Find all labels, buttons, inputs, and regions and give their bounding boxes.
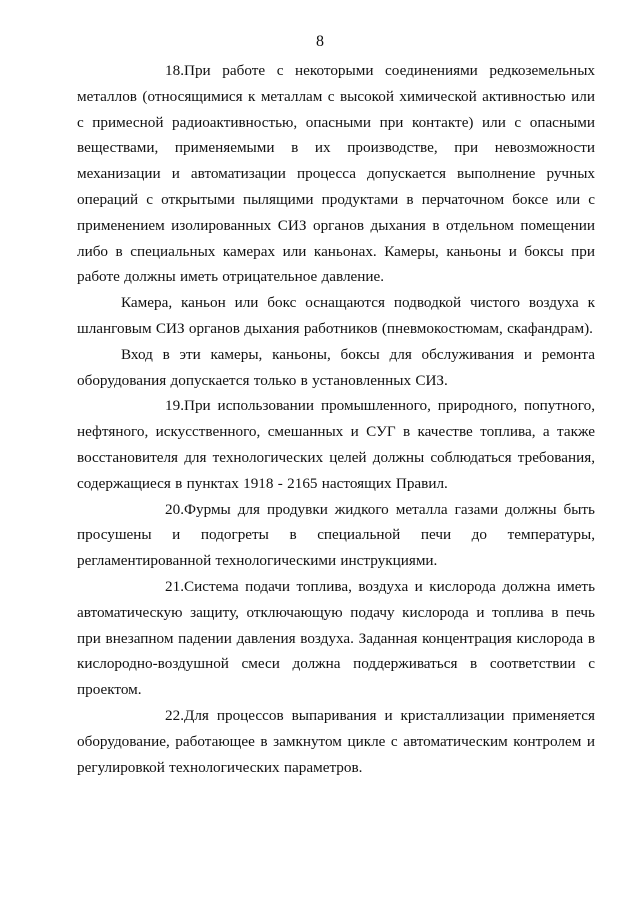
paragraph-18 bbox=[77, 58, 595, 290]
paragraph-18-entry bbox=[77, 342, 595, 394]
document-body bbox=[77, 58, 595, 780]
paragraph-number: 19. bbox=[165, 397, 184, 415]
paragraph-18-camera-supply bbox=[77, 290, 595, 342]
paragraph-number: 21. bbox=[165, 577, 184, 595]
paragraph-text: При работе с некоторыми соединениями редкоземельных металлов (относящимися к металлам с высокой химической активностью или с примесной радиоактивностью, опасными при контакте) или с опасными веществами, применяемыми в их производстве, при невозможности механизации и автоматизации процесса допускается выполнение ручных операций с открытыми пылящими продуктами в перчаточном боксе или с применением изолированных СИЗ органов дыхания в отдельном помещении либо в специальных камерах или каньонах. Камеры, каньоны и боксы при работе должны иметь отрицательное давление. bbox=[77, 62, 595, 286]
paragraph-19 bbox=[77, 393, 595, 496]
paragraph-22 bbox=[77, 703, 595, 780]
paragraph-text: Система подачи топлива, воздуха и кислорода должна иметь автоматическую защиту, отключающую подачу кислорода и топлива в печь при внезапном падении давления воздуха. Заданная концентрация кислорода в кислородно-воздушной смеси должна поддерживаться в соответствии с проектом. bbox=[77, 577, 595, 699]
paragraph-text: Вход в эти камеры, каньоны, боксы для обслуживания и ремонта оборудования допускается только в установленных СИЗ. bbox=[77, 345, 595, 389]
paragraph-text: Для процессов выпаривания и кристаллизации применяется оборудование, работающее в замкнутом цикле с автоматическим контролем и регулировкой технологических параметров. bbox=[77, 706, 595, 776]
paragraph-text: Фурмы для продувки жидкого металла газами должны быть просушены и подогреты в специальной печи до температуры, регламентированной технологическими инструкциями. bbox=[77, 500, 595, 570]
paragraph-text: Камера, каньон или бокс оснащаются подводкой чистого воздуха к шланговым СИЗ органов дыхания работников (пневмокостюмам, скафандрам). bbox=[77, 294, 595, 337]
paragraph-21 bbox=[77, 574, 595, 703]
paragraph-text: При использовании промышленного, природного, попутного, нефтяного, искусственного, смешанных и СУГ в качестве топлива, а также восстановителя для технологических целей должны соблюдаться требования, содержащиеся в пунктах 1918 - 2165 настоящих Правил. bbox=[77, 397, 595, 492]
paragraph-number: 20. bbox=[165, 500, 184, 518]
paragraph-20 bbox=[77, 497, 595, 574]
paragraph-number: 18. bbox=[165, 62, 184, 79]
paragraph-number: 22. bbox=[165, 706, 184, 724]
page-number: 8 bbox=[316, 33, 324, 50]
